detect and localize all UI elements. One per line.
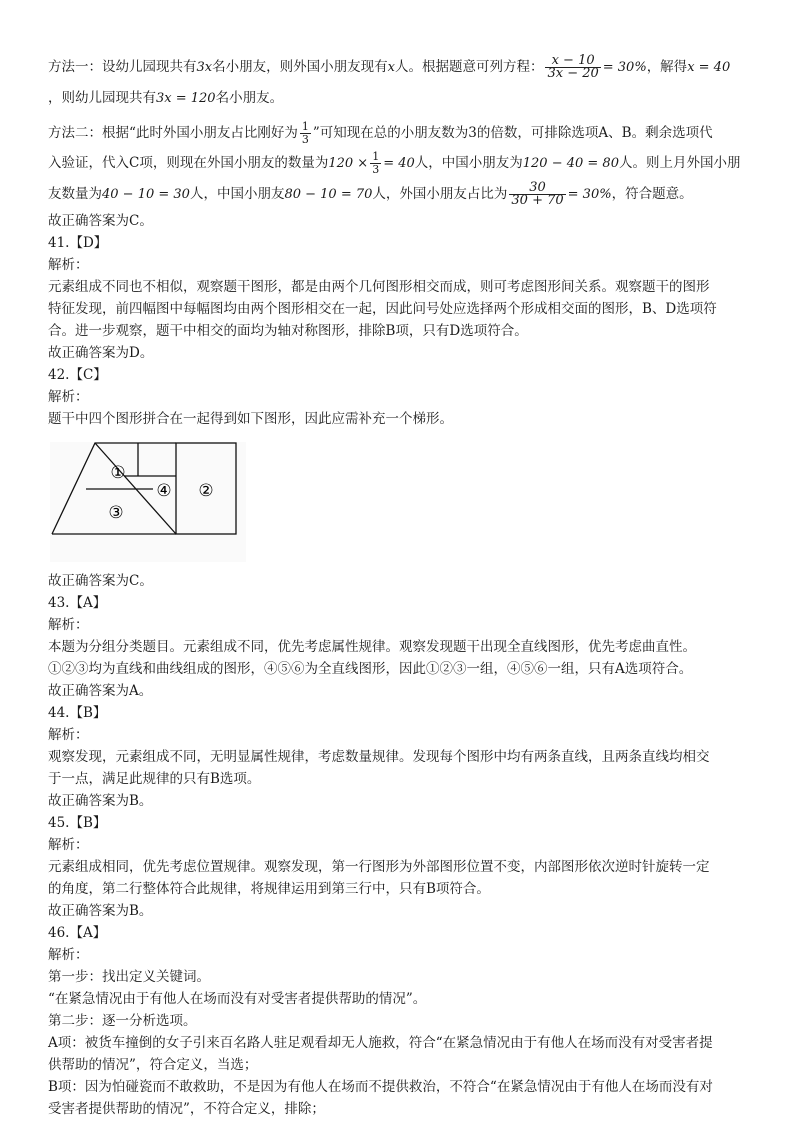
q43-answer: 故正确答案为A。 (48, 683, 153, 699)
text: 人。根据题意可列方程： (394, 59, 544, 75)
fraction-numerator: 1 (372, 150, 380, 163)
q42-heading: 42.【C】 (48, 367, 107, 383)
label-3: ③ (108, 503, 124, 523)
fraction (300, 121, 311, 146)
q45-label: 解析： (48, 837, 89, 853)
q45-line: 的角度，第二行整体符合此规律，将规律运用到第三行中，只有B项符合。 (48, 881, 490, 897)
math-expr: = 30% (567, 187, 612, 202)
text: 方法二：根据“此时外国小朋友占比刚好为 (48, 125, 298, 141)
label-2: ② (198, 481, 214, 501)
q41-line: 特征发现，前四幅图中每幅图均由两个图形相交在一起，因此问号处应选择两个形成相交面的图形，B、D选项符 (48, 301, 717, 317)
text: 人，中国小朋友 (189, 186, 285, 202)
text: 人，外国小朋友占比为 (372, 186, 508, 202)
q43-label: 解析： (48, 617, 89, 633)
q45-heading: 45.【B】 (48, 815, 107, 831)
text: ，则幼儿园现共有 (48, 90, 156, 106)
math-var: 3x (196, 60, 213, 75)
label-1: ① (110, 463, 126, 483)
method-two-paragraph (48, 118, 760, 210)
text: 方法一：设幼儿园现共有 (48, 59, 197, 75)
fraction-denominator: 3 (372, 163, 380, 176)
fraction-numerator: 1 (301, 120, 309, 133)
q45-answer: 故正确答案为B。 (48, 903, 153, 919)
q44-line: 观察发现，元素组成不同，无明显属性规律，考虑数量规律。发现每个图形中均有两条直线，且两条直线均相交 (48, 749, 710, 765)
q41-label: 解析： (48, 257, 89, 273)
math-var: x (387, 60, 395, 75)
q42-answer: 故正确答案为C。 (48, 573, 153, 589)
q46-label: 解析： (48, 947, 89, 963)
fraction-numerator: 30 (509, 182, 565, 195)
text: ”可知现在总的小朋友数为3的倍数，可排除选项A、B。剩余选项代 (312, 125, 713, 141)
q45-line: 元素组成相同，优先考虑位置规律。观察发现，第一行图形为外部图形位置不变，内部图形依次逆时针旋转一定 (48, 859, 710, 875)
q42-label: 解析： (48, 389, 89, 405)
combined-shape-figure (48, 440, 248, 564)
math-eq: = 30% (602, 60, 647, 75)
math-expr: 40 − 10 = 30 (102, 187, 190, 202)
answer-40: 故正确答案为C。 (48, 213, 153, 229)
text: ，符合题意。 (611, 186, 693, 202)
text: 人。则上月外国小朋 (618, 155, 741, 171)
text: 友数量为 (48, 186, 102, 202)
text: 名小朋友，则外国小朋友现有 (212, 59, 388, 75)
fraction (509, 182, 565, 207)
q41-answer: 故正确答案为D。 (48, 345, 154, 361)
math-solution: x = 40 (687, 60, 731, 75)
q44-heading: 44.【B】 (48, 705, 107, 721)
q43-line: 本题为分组分类题目。元素组成不同，优先考虑属性规律。观察发现题干出现全直线图形，优先考虑曲直性。 (48, 639, 696, 655)
q46-step-2: 第二步：逐一分析选项。 (48, 1013, 197, 1029)
q41-line: 合。进一步观察，题干中相交的面均为轴对称图形，排除B项，只有D选项符合。 (48, 323, 528, 339)
math-expr: 3x = 120 (156, 91, 216, 106)
math-expr: 80 − 10 = 70 (284, 187, 373, 202)
q44-answer: 故正确答案为B。 (48, 793, 153, 809)
q43-line: ①②③均为直线和曲线组成的图形，④⑤⑥为全直线图形，因此①②③一组，④⑤⑥一组，只有A选项符合。 (48, 661, 693, 677)
method-one-paragraph (48, 52, 760, 114)
math-expr: = 40 (383, 156, 415, 171)
q44-line: 于一点，满足此规律的只有B选项。 (48, 771, 261, 787)
q41-line: 元素组成不同也不相似，观察题干图形，都是由两个几何图形相交而成，则可考虑图形间关系。观察题干的图形 (48, 279, 710, 295)
q41-heading: 41.【D】 (48, 235, 108, 251)
document-page (48, 52, 760, 1120)
q42-figure (48, 440, 760, 564)
math-expr: 120 × (328, 156, 369, 171)
text: 入验证，代入C项，则现在外国小朋友的数量为 (48, 155, 329, 171)
text: 人，中国小朋友为 (414, 155, 523, 171)
fraction-numerator: x − 10 (545, 55, 600, 68)
q46-step-1: 第一步：找出定义关键词。 (48, 969, 210, 985)
q46-option-b: B项：因为怕碰瓷而不敢救助，不是因为有他人在场而不提供救治，不符合“在紧急情况由于有他人在场而没有对 (48, 1079, 713, 1095)
q44-label: 解析： (48, 727, 89, 743)
fraction-denominator: 3 (301, 133, 309, 146)
q46-heading: 46.【A】 (48, 925, 107, 941)
fraction (370, 151, 381, 176)
q42-line: 题干中四个图形拼合在一起得到如下图形，因此应需补充一个梯形。 (48, 411, 453, 427)
equation-fraction (545, 55, 600, 80)
q46-option-a: A项：被货车撞倒的女子引来百名路人驻足观看却无人施救，符合“在紧急情况由于有他人在场而没有对受害者提 (48, 1035, 713, 1051)
text: 名小朋友。 (215, 90, 284, 106)
label-4: ④ (156, 481, 172, 501)
q46-option-b-cont: 受害者提供帮助的情况”，不符合定义，排除； (48, 1101, 325, 1117)
fraction-denominator: 30 + 70 (511, 193, 564, 208)
math-expr: 120 − 40 = 80 (522, 156, 619, 171)
q46-option-a-cont: 供帮助的情况”，符合定义，当选； (48, 1057, 258, 1073)
q46-keyword: “在紧急情况由于有他人在场而没有对受害者提供帮助的情况”。 (48, 991, 427, 1007)
q43-heading: 43.【A】 (48, 595, 107, 611)
text: ，解得 (646, 59, 688, 75)
fraction-denominator: 3x − 20 (547, 66, 599, 81)
